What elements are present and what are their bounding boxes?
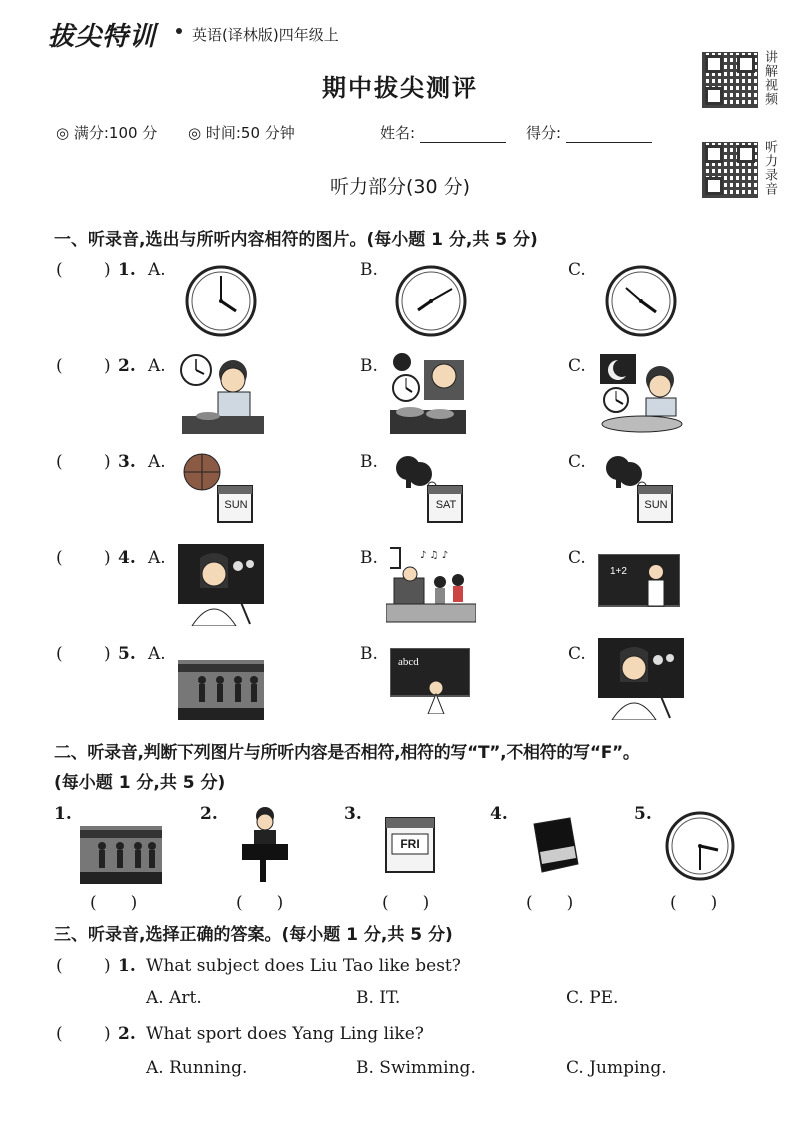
s3-q1-close-paren: ) <box>104 956 111 976</box>
section3-title: 三、听录音,选择正确的答案。(每小题 1 分,共 5 分) <box>54 925 453 945</box>
q5-option-a[interactable]: A. <box>148 644 166 664</box>
q5-c-science-class-picture <box>598 638 684 720</box>
name-blank[interactable] <box>420 128 506 143</box>
score-label: 得分: <box>526 124 562 142</box>
q5-open-paren: ( <box>56 644 63 664</box>
s3-q2-option-b[interactable]: B. Swimming. <box>356 1058 476 1078</box>
s3-q2-option-c[interactable]: C. Jumping. <box>566 1058 667 1078</box>
s2-5-clock-icon <box>664 810 736 882</box>
q3-option-c[interactable]: C. <box>568 452 586 472</box>
section1-title: 一、听录音,选出与所听内容相符的图片。(每小题 1 分,共 5 分) <box>54 230 538 250</box>
q5-option-c[interactable]: C. <box>568 644 586 664</box>
brand-logo: 拔尖特训 <box>48 22 157 52</box>
full-marks: ◎ 满分:100 分 <box>56 124 158 142</box>
s3-q1-number: 1. <box>118 956 136 976</box>
s2-item-2-number: 2. <box>200 804 218 824</box>
s2-item-2-answer-blank[interactable]: ( ) <box>236 893 284 913</box>
s2-item-3-answer-blank[interactable]: ( ) <box>382 893 430 913</box>
q3-c-calendar-label: SUN <box>644 499 668 511</box>
qr-code-video[interactable] <box>702 52 758 108</box>
q4-a-science-class-picture <box>178 544 264 626</box>
q4-c-maths-class-picture <box>598 554 680 614</box>
q4-number: 4. <box>118 548 136 568</box>
s2-4-book-picture <box>528 814 582 876</box>
q4-option-a[interactable]: A. <box>148 548 166 568</box>
s3-q2-option-a[interactable]: A. Running. <box>146 1058 248 1078</box>
q3-number: 3. <box>118 452 136 472</box>
q1-close-paren: ) <box>104 260 111 280</box>
q3-close-paren: ) <box>104 452 111 472</box>
q2-number: 2. <box>118 356 136 376</box>
q2-option-a[interactable]: A. <box>148 356 166 376</box>
listening-part-title: 听力部分(30 分) <box>329 176 471 198</box>
svg-text:♪ ♫ ♪: ♪ ♫ ♪ <box>420 550 449 561</box>
q1-b-clock-icon <box>394 264 468 338</box>
q2-a-breakfast-picture <box>178 352 266 436</box>
s2-3-calendar-label: FRI <box>400 837 420 851</box>
page-title: 期中拔尖测评 <box>322 74 478 102</box>
s2-item-5-number: 5. <box>634 804 652 824</box>
q2-option-c[interactable]: C. <box>568 356 586 376</box>
s2-2-student-desk-picture <box>240 806 290 884</box>
score-field-row <box>526 122 652 143</box>
q1-open-paren: ( <box>56 260 63 280</box>
q5-number: 5. <box>118 644 136 664</box>
qr-label-audio: 听力录音 <box>762 140 777 196</box>
q1-c-clock-icon <box>604 264 678 338</box>
q3-option-a[interactable]: A. <box>148 452 166 472</box>
s2-item-3-number: 3. <box>344 804 362 824</box>
q2-open-paren: ( <box>56 356 63 376</box>
s2-item-5-answer-blank[interactable]: ( ) <box>670 893 718 913</box>
s2-item-1-number: 1. <box>54 804 72 824</box>
q2-option-b[interactable]: B. <box>360 356 378 376</box>
q1-a-clock-icon <box>184 264 258 338</box>
s3-q2-number: 2. <box>118 1024 136 1044</box>
q2-answer-blank[interactable] <box>76 356 104 376</box>
section2-title: 二、听录音,判断下列图片与所听内容是否相符,相符的写“T”,不相符的写“F”。 <box>54 743 640 763</box>
q1-option-c[interactable]: C. <box>568 260 586 280</box>
s3-q1-answer-blank[interactable] <box>78 956 104 976</box>
s3-q2-question: What sport does Yang Ling like? <box>146 1024 424 1044</box>
q2-c-dinner-picture <box>598 352 686 436</box>
s3-q2-open-paren: ( <box>56 1024 63 1044</box>
s3-q1-option-b[interactable]: B. IT. <box>356 988 401 1008</box>
q4-answer-blank[interactable] <box>76 548 104 568</box>
q4-open-paren: ( <box>56 548 63 568</box>
q3-c-table-tennis-sunday-picture <box>602 452 682 526</box>
name-label: 姓名: <box>380 124 416 142</box>
s3-q2-close-paren: ) <box>104 1024 111 1044</box>
q5-a-pe-class-picture <box>178 660 264 720</box>
q5-b-board-text: abcd <box>398 656 419 668</box>
name-field-row <box>380 122 506 143</box>
s3-q1-option-a[interactable]: A. Art. <box>146 988 202 1008</box>
q2-close-paren: ) <box>104 356 111 376</box>
s3-q1-option-c[interactable]: C. PE. <box>566 988 619 1008</box>
s2-1-pe-class-picture <box>80 826 162 884</box>
q4-b-music-class-picture <box>386 544 476 626</box>
section2-subtitle: (每小题 1 分,共 5 分) <box>54 773 226 793</box>
q4-option-b[interactable]: B. <box>360 548 378 568</box>
q1-number: 1. <box>118 260 136 280</box>
q4-close-paren: ) <box>104 548 111 568</box>
s2-item-4-answer-blank[interactable]: ( ) <box>526 893 574 913</box>
q4-option-c[interactable]: C. <box>568 548 586 568</box>
q3-option-b[interactable]: B. <box>360 452 378 472</box>
s2-item-1-answer-blank[interactable]: ( ) <box>90 893 138 913</box>
q3-b-table-tennis-saturday-picture <box>392 452 472 526</box>
s3-q2-answer-blank[interactable] <box>78 1024 104 1044</box>
s2-item-4-number: 4. <box>490 804 508 824</box>
q5-option-b[interactable]: B. <box>360 644 378 664</box>
q3-b-calendar-label: SAT <box>435 499 457 511</box>
qr-label-video: 讲解视频 <box>762 50 777 106</box>
q5-answer-blank[interactable] <box>76 644 104 664</box>
q3-open-paren: ( <box>56 452 63 472</box>
score-blank[interactable] <box>566 128 652 143</box>
separator-dot <box>176 28 182 34</box>
q2-b-lunch-picture <box>388 352 468 436</box>
s3-q1-open-paren: ( <box>56 956 63 976</box>
s3-q1-question: What subject does Liu Tao like best? <box>146 956 461 976</box>
q3-answer-blank[interactable] <box>76 452 104 472</box>
q3-a-basketball-sunday-picture <box>182 452 262 526</box>
q4-c-board-text: 1+2 <box>610 566 627 577</box>
q1-answer-blank[interactable] <box>76 260 104 280</box>
q1-option-b[interactable]: B. <box>360 260 378 280</box>
time-limit: ◎ 时间:50 分钟 <box>188 124 295 142</box>
q5-close-paren: ) <box>104 644 111 664</box>
q1-option-a[interactable]: A. <box>148 260 166 280</box>
q3-a-calendar-label: SUN <box>224 499 248 511</box>
subject-label: 英语(译林版)四年级上 <box>192 26 339 44</box>
